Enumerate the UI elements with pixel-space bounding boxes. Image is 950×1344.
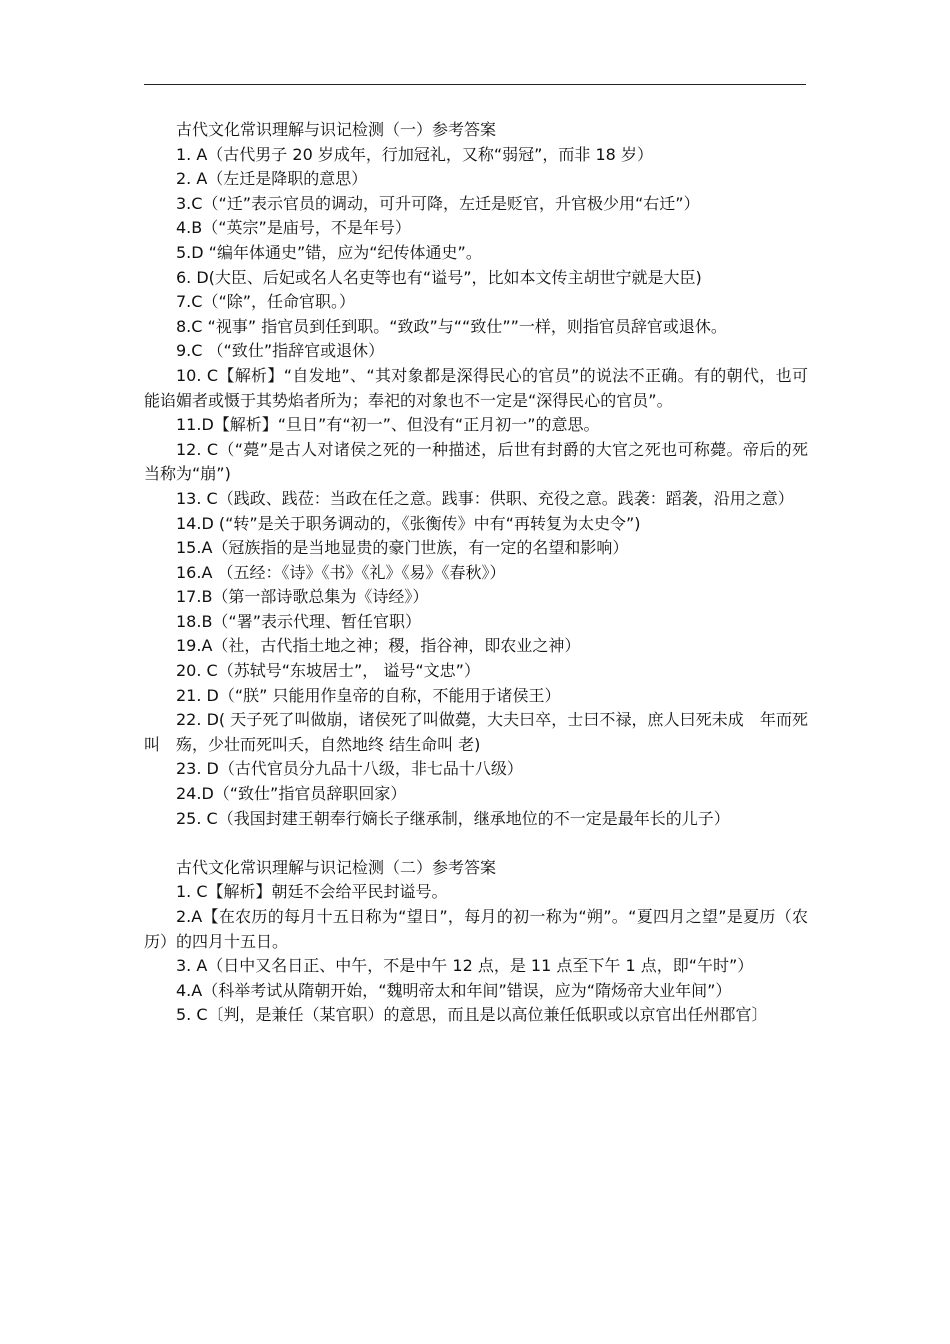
answer-item: 21. D（“朕” 只能用作皇帝的自称，不能用于诸侯王）: [176, 685, 561, 705]
section-title: 古代文化常识理解与识记检测（二）参考答案: [176, 857, 497, 877]
answer-item: 5.D “编年体通史”错，应为“纪传体通史”。: [176, 242, 482, 262]
answer-item: 4.A（科举考试从隋朝开始，“魏明帝太和年间”错误，应为“隋炀帝大业年间”）: [176, 980, 732, 1000]
section-spacer: [144, 831, 808, 856]
answer-item: 15.A（冠族指的是当地显贵的豪门世族，有一定的名望和影响）: [176, 538, 629, 558]
answer-item: 20. C（苏轼号“东坡居士”， 谥号“文忠”）: [176, 661, 480, 681]
answer-item: 16.A （五经：《诗》《书》《礼》《易》《春秋》）: [176, 562, 506, 582]
answer-item: 8.C “视事” 指官员到任到职。“致政”与““致仕””一样，则指官员辞官或退休。: [176, 316, 727, 336]
document-body: [144, 118, 808, 1028]
answer-section-one: [144, 118, 808, 831]
answer-item: 25. C（我国封建王朝奉行嫡长子继承制，继承地位的不一定是最年长的儿子）: [176, 808, 730, 828]
answer-item: 19.A（社，古代指土地之神；稷，指谷神，即农业之神）: [176, 636, 581, 656]
answer-item: 12. C（“薨”是古人对诸侯之死的一种描述，后世有封爵的大官之死也可称薨。帝后的死当称为“崩”): [144, 439, 808, 484]
answer-item: 10. C【解析】“自发地”、“其对象都是深得民心的官员”的说法不正确。有的朝代，也可能谄媚者或慑于其势焰者所为；奉祀的对象也不一定是“深得民心的官员”。: [144, 365, 808, 410]
answer-item: 23. D（古代官员分九品十八级，非七品十八级）: [176, 759, 523, 779]
section-title: 古代文化常识理解与识记检测（一）参考答案: [176, 120, 497, 139]
answer-item: 3.C（“迁”表示官员的调动，可升可降，左迁是贬官，升官极少用“右迁”）: [176, 193, 700, 213]
answer-item: 22. D( 天子死了叫做崩，诸侯死了叫做薨，大夫曰卒，士曰不禄，庶人曰死未成 年而死叫 殇，少壮而死叫夭，自然地终 结生命叫 老): [144, 710, 808, 754]
answer-item: 17.B（第一部诗歌总集为《诗经》）: [176, 587, 429, 607]
answer-item: 13. C（践政、践莅：当政在任之意。践事：供职、充役之意。践袭：蹈袭，沿用之意）: [176, 488, 794, 508]
answer-item: 4.B（“英宗”是庙号，不是年号）: [176, 218, 411, 238]
answer-item: 2.A【在农历的每月十五日称为“望日”，每月的初一称为“朔”。“夏四月之望”是夏历（农历）的四月十五日。: [144, 907, 808, 951]
answer-item: 3. A（日中又名日正、中午，不是中午 12 点，是 11 点至下午 1 点，即“午时”）: [176, 956, 754, 976]
answer-item: 9.C （“致仕”指辞官或退休）: [176, 341, 385, 361]
answer-item: 11.D【解析】“旦日”有“初一”、但没有“正月初一”的意思。: [176, 415, 600, 435]
answer-section-two: [144, 856, 808, 1028]
answer-item: 1. A（古代男子 20 岁成年，行加冠礼，又称“弱冠”，而非 18 岁）: [176, 144, 653, 164]
answer-item: 6. D(大臣、后妃或名人名吏等也有“谥号”，比如本文传主胡世宁就是大臣): [176, 267, 702, 287]
answer-item: 7.C（“除”，任命官职。）: [176, 292, 356, 312]
header-rule: [144, 84, 806, 85]
answer-item: 14.D (“转”是关于职务调动的，《张衡传》中有“再转复为太史令”): [176, 513, 641, 533]
answer-item: 24.D（“致仕”指官员辞职回家）: [176, 784, 407, 804]
answer-item: 5. C〔判，是兼任（某官职）的意思，而且是以高位兼任低职或以京官出任州郡官〕: [176, 1005, 768, 1025]
answer-item: 18.B（“署”表示代理、暂任官职）: [176, 611, 422, 631]
answer-item: 2. A（左迁是降职的意思）: [176, 169, 368, 189]
answer-item: 1. C【解析】朝廷不会给平民封谥号。: [176, 882, 448, 902]
